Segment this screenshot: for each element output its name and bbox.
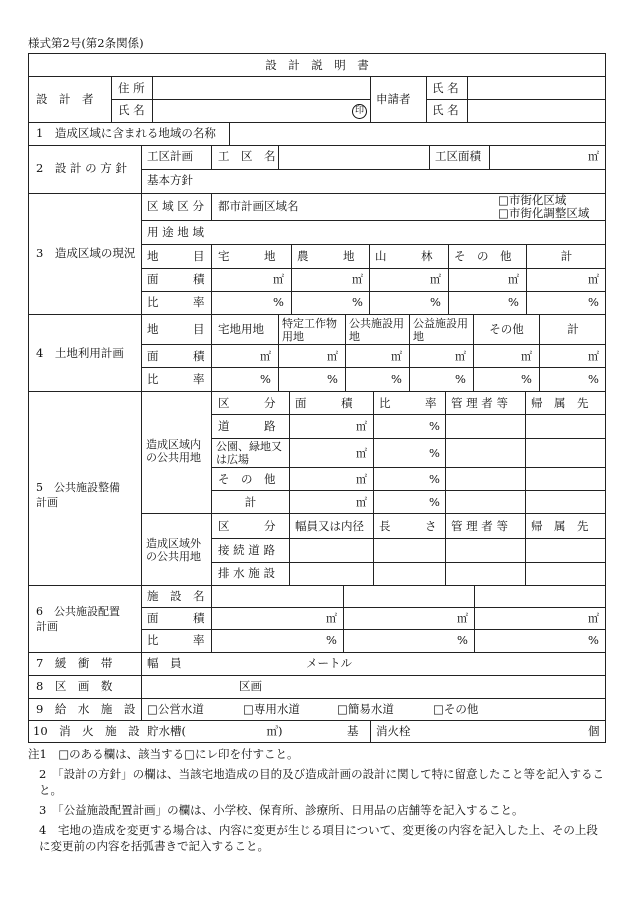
s5-h-length: 長 さ (379, 519, 437, 533)
s5-total: 計 (244, 495, 257, 509)
s9-opt-simple[interactable]: □簡易水道 (337, 702, 394, 716)
s2-label: 2 設 計 の 方 針 (36, 161, 127, 175)
s5-h-kizoku: 帰 属 先 (531, 396, 589, 410)
s5-h-kubun: 区 分 (218, 396, 276, 410)
s5-m2-other: ㎡ (356, 473, 367, 486)
s3-cityzone: 都市計画区域名 (218, 199, 299, 213)
designer-name-label: 氏 名 (118, 103, 145, 117)
form-title: 設 計 説 明 書 (265, 58, 369, 72)
s3-cat-sanrin: 山 林 (375, 249, 433, 263)
s9-opt-other[interactable]: □その他 (433, 702, 479, 716)
s3-pct-4: % (508, 295, 519, 309)
s4-cat-tokutei: 特定工作物用地 (282, 317, 337, 343)
s5-outer: 造成区域外の公共用地 (146, 537, 201, 563)
seal-mark: 印 (352, 104, 367, 119)
s10-tank: 貯水槽( ㎥) (147, 724, 283, 738)
s4-pct-4: % (455, 372, 466, 386)
s10-ko: 個 (588, 724, 600, 738)
s1-label: 1 造成区域に含まれる地域の名称 (36, 126, 216, 140)
s2-unit: ㎡ (588, 150, 599, 163)
s8-unit: 区画 (239, 679, 262, 693)
s3-menseki: 面 積 (147, 272, 205, 286)
s4-m2-6: ㎡ (588, 350, 599, 363)
s4-m2-3: ㎡ (391, 350, 402, 363)
s3-cat-nouchi: 農 地 (297, 249, 355, 263)
designer-address-label: 住 所 (118, 81, 145, 95)
s5-m2-road: ㎡ (356, 420, 367, 433)
s3-opt-control[interactable]: □市街化調整区域 (498, 206, 590, 220)
s5-pct-road: % (429, 419, 440, 433)
form-id: 様式第2号(第2条関係) (28, 36, 144, 50)
s5-other: そ の 他 (218, 472, 276, 486)
s6-m2-2: ㎡ (457, 612, 468, 625)
note-2: 2 「設計の方針」の欄は、当該宅地造成の目的及び造成計画の設計に関して特に留意したこと等を記入すること。 (39, 767, 605, 797)
note-4: 4 宅地の造成を変更する場合は、内容に変更が生じる項目について、変更後の内容を記入した上、その上段に変更前の内容を括弧書きで記入すること。 (39, 823, 598, 853)
s5-h-kanri: 管 理 者 等 (451, 396, 508, 410)
s3-hiritsu: 比 率 (147, 295, 205, 309)
s3-pct-1: % (273, 295, 284, 309)
s4-cat-total: 計 (567, 322, 579, 336)
s4-m2-2: ㎡ (327, 350, 338, 363)
s9-label: 9 給 水 施 設 (36, 702, 136, 716)
s6-m2-1: ㎡ (326, 612, 337, 625)
s10-hydrant: 消火栓 (376, 724, 411, 738)
s5-connect: 接 続 道 路 (218, 543, 275, 557)
s5-inner: 造成区域内の公共用地 (146, 438, 201, 464)
s7-unit: メートル (306, 656, 352, 670)
s6-pct-3: % (588, 633, 599, 647)
s5-pct-other: % (429, 472, 440, 486)
s4-cat-takuchi: 宅地用地 (218, 322, 264, 336)
s10-ki: 基 (347, 724, 359, 738)
s5-road: 道 路 (218, 419, 276, 433)
s6-m2-3: ㎡ (588, 612, 599, 625)
applicant-name-label-2: 氏 名 (432, 103, 459, 117)
s6-pct-1: % (326, 633, 337, 647)
s6-name: 施 設 名 (147, 589, 205, 603)
s4-pct-5: % (521, 372, 532, 386)
s6-pct-2: % (457, 633, 468, 647)
s4-pct-1: % (260, 372, 271, 386)
s10-label: 10 消 火 施 設 (33, 724, 140, 738)
s3-m2-3: ㎡ (430, 273, 441, 286)
s5-h-kubun-2: 区 分 (218, 519, 276, 533)
s4-pct-3: % (391, 372, 402, 386)
s3-pct-3: % (430, 295, 441, 309)
s5-label: 5 公共施設整備 計画 (36, 481, 120, 509)
s5-m2-park: ㎡ (356, 447, 367, 460)
s5-park: 公園、緑地又は広場 (216, 440, 282, 466)
s3-cat-total: 計 (560, 249, 573, 263)
s5-h-kanri-2: 管 理 者 等 (451, 519, 508, 533)
s2-policy: 基本方針 (147, 173, 193, 187)
s7-label: 7 緩 衝 帯 (36, 656, 113, 670)
s3-pct-5: % (588, 295, 599, 309)
s4-m2-5: ㎡ (521, 350, 532, 363)
s4-pct-6: % (588, 372, 599, 386)
s3-opt-urban[interactable]: □市街化区域 (498, 193, 567, 207)
s4-chimoku: 地 目 (147, 322, 205, 336)
s4-menseki: 面 積 (147, 349, 205, 363)
s6-hiritsu: 比 率 (147, 633, 205, 647)
designer-label: 設 計 者 (36, 92, 94, 106)
s8-label: 8 区 画 数 (36, 679, 113, 693)
s3-m2-1: ㎡ (273, 273, 284, 286)
applicant-label: 申請者 (376, 92, 411, 106)
s3-label: 3 造成区域の現況 (36, 246, 136, 260)
s3-chimoku: 地 目 (147, 249, 205, 263)
s5-pct-park: % (429, 446, 440, 460)
s2-plan: 工区計画 (147, 149, 193, 163)
s5-m2-total: ㎡ (356, 496, 367, 509)
s2-kuname: 工 区 名 (218, 149, 276, 163)
s4-m2-4: ㎡ (455, 350, 466, 363)
s3-use: 用 途 地 域 (147, 225, 204, 239)
s3-pct-2: % (352, 295, 363, 309)
s3-m2-5: ㎡ (588, 273, 599, 286)
s6-menseki: 面 積 (147, 611, 205, 625)
applicant-name-label-1: 氏 名 (432, 81, 459, 95)
s7-width: 幅 員 (147, 656, 182, 670)
note-1: 注1 □のある欄は、該当する□にレ印を付すこと。 (28, 747, 299, 761)
s5-h-menseki: 面 積 (295, 396, 353, 410)
s5-drain: 排 水 施 設 (218, 566, 275, 580)
s3-cat-other: そ の 他 (454, 249, 512, 263)
s4-cat-koukyou: 公共施設用地 (349, 317, 404, 343)
s4-label: 4 土地利用計画 (36, 346, 124, 360)
s4-cat-koueki: 公益施設用地 (413, 317, 468, 343)
s2-area: 工区面積 (435, 149, 481, 163)
s4-m2-1: ㎡ (260, 350, 271, 363)
note-3: 3 「公益施設配置計画」の欄は、小学校、保育所、診療所、日用品の店舗等を記入すること。 (39, 803, 524, 817)
s3-cat-takuchi: 宅 地 (218, 249, 276, 263)
s3-m2-2: ㎡ (352, 273, 363, 286)
s5-pct-total: % (429, 495, 440, 509)
s6-label: 6 公共施設配置 計画 (36, 605, 120, 633)
s9-opt-private[interactable]: □専用水道 (243, 702, 300, 716)
s9-opt-public[interactable]: □公営水道 (147, 702, 204, 716)
s3-zone: 区 域 区 分 (147, 199, 204, 213)
s4-pct-2: % (327, 372, 338, 386)
s5-h-hiritsu: 比 率 (379, 396, 437, 410)
s5-h-kizoku-2: 帰 属 先 (531, 519, 589, 533)
s4-hiritsu: 比 率 (147, 372, 205, 386)
s4-cat-other: その他 (489, 322, 524, 336)
s3-m2-4: ㎡ (508, 273, 519, 286)
s5-h-width: 幅員又は内径 (295, 519, 364, 533)
